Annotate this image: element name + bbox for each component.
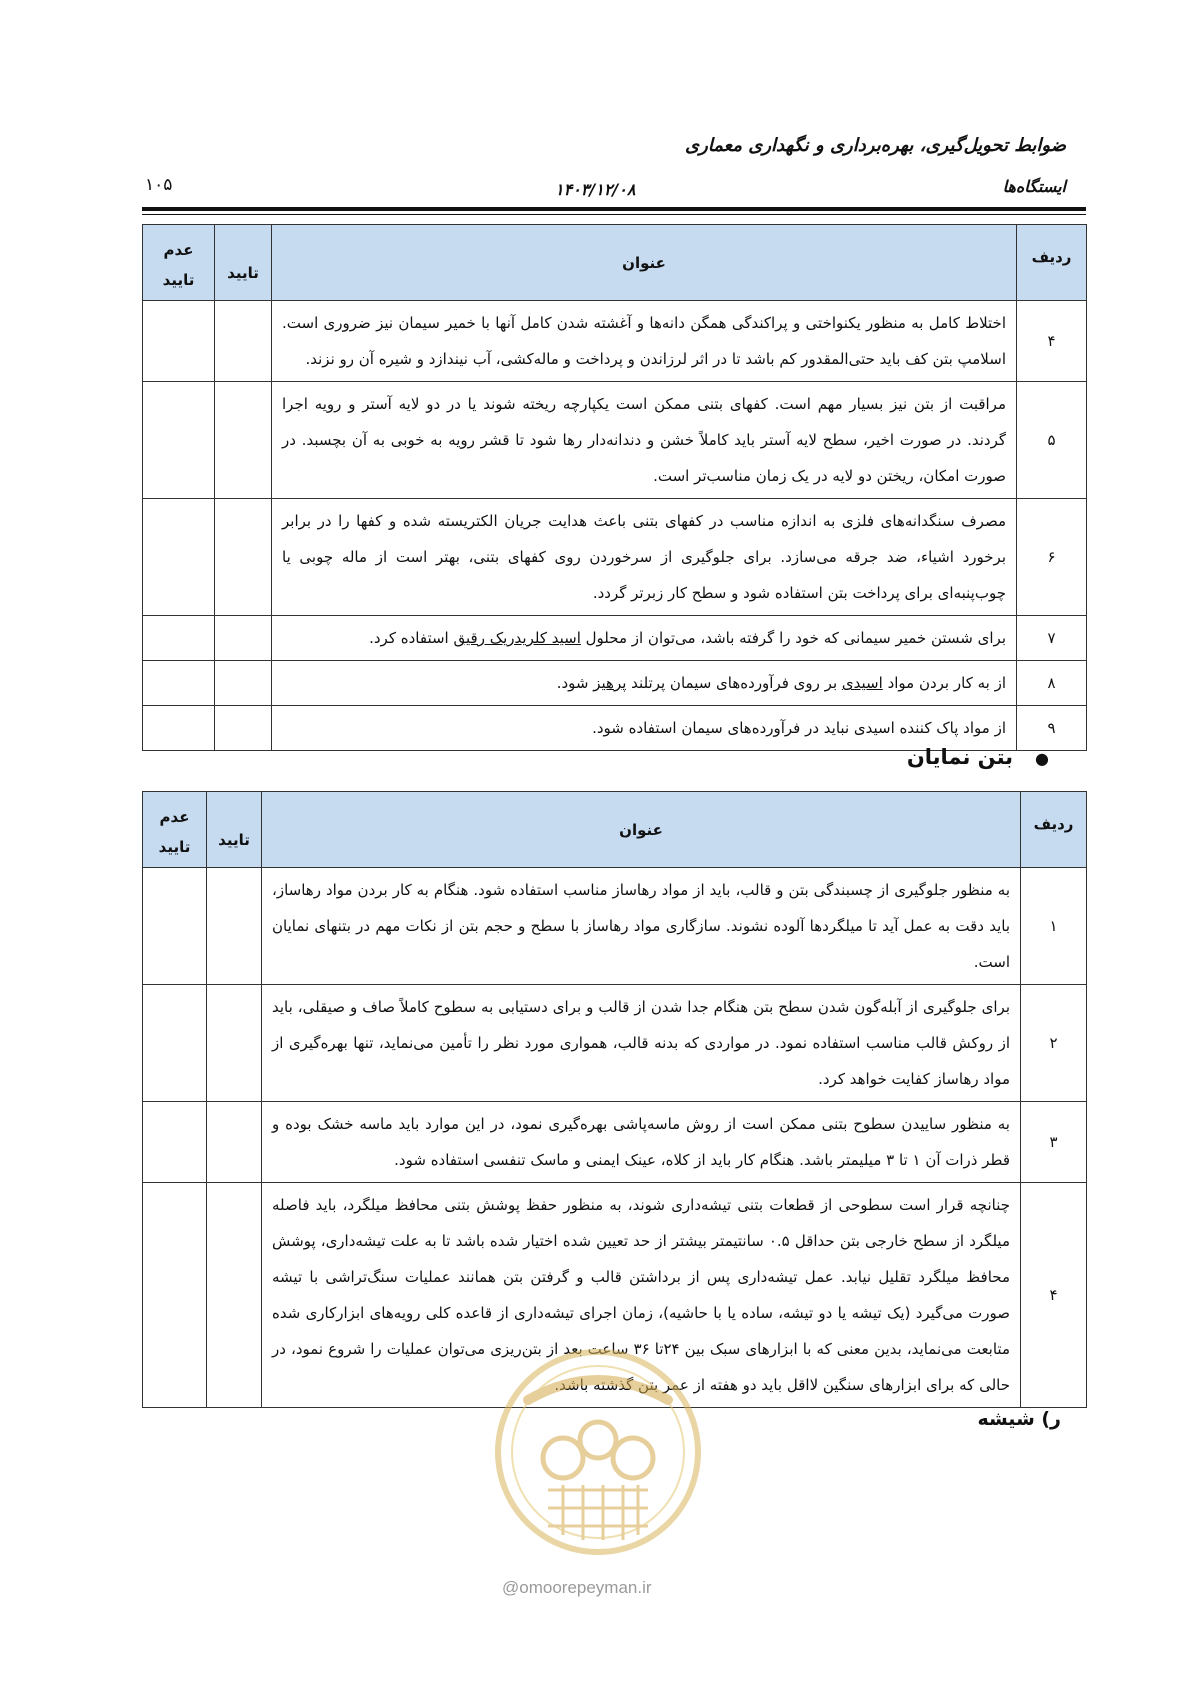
approve-cell[interactable] [215, 706, 272, 751]
table-row [143, 868, 1087, 985]
row-number: ۶ [1017, 499, 1087, 616]
table-row [143, 616, 1087, 661]
header-reject [143, 792, 207, 868]
text-segment: بر روی فرآورده‌های سیمان پرتلند [626, 674, 842, 692]
reject-cell[interactable] [143, 301, 215, 382]
row-number: ۹ [1017, 706, 1087, 751]
table-row [143, 1102, 1087, 1183]
section-heading-glass: ر) شیشه [977, 1408, 1061, 1430]
table-header-row [143, 225, 1087, 301]
approve-cell[interactable] [215, 382, 272, 499]
header-reject-line2: تایید [158, 838, 191, 856]
reject-cell[interactable] [143, 499, 215, 616]
row-text [272, 661, 1017, 706]
row-text: مراقبت از بتن نیز بسیار مهم است. کفهای بتنی ممکن است یکپارچه ریخته شوند یا در دو لایه آستر و رویه اجرا گردند. در صورت اخیر، سطح لایه آستر باید کاملاً خشن و دندانه‌دار رها شود تا قشر رویه به خوبی به آن بچسبد. در صورت امکان، ریختن دو لایه در یک زمان مناسب‌تر است. [272, 382, 1017, 499]
row-text: اختلاط کامل به منظور یکنواختی و پراکندگی همگن دانه‌ها و آغشته شدن کامل آنها با خمیر سیمان نیز ضروری است. اسلامپ بتن کف باید حتی‌المقدور کم باشد تا در اثر لرزاندن و پرداخت و ماله‌کشی، آب نیندازد و شیره آن رو نزند. [272, 301, 1017, 382]
row-number: ۸ [1017, 661, 1087, 706]
row-number: ۷ [1017, 616, 1087, 661]
checklist-table-2 [142, 791, 1087, 1408]
text-segment: استفاده کرد. [369, 629, 454, 647]
page-number: ۱۰۵ [145, 175, 173, 195]
reject-cell[interactable] [143, 868, 207, 985]
row-text [272, 616, 1017, 661]
row-text: به منظور جلوگیری از چسبندگی بتن و قالب، باید از مواد رهاساز مناسب استفاده شود. هنگام به کار بردن مواد رهاساز، باید دقت به عمل آید تا میلگردها آلوده نشوند. سازگاری مواد رهاساز با سطح و حجم بتن از نکات مهم در بتنهای نمایان است. [262, 868, 1021, 985]
text-segment: از به کار بردن مواد [882, 674, 1006, 692]
approve-cell[interactable] [215, 301, 272, 382]
header-title: عنوان [262, 792, 1021, 868]
header-row-number: ردیف [1021, 792, 1087, 868]
text-segment: شود. [556, 674, 594, 692]
watermark-url: @omoorepeyman.ir [502, 1578, 652, 1597]
table-row [143, 382, 1087, 499]
header-reject-line2: تایید [162, 271, 195, 289]
header-reject-line1: عدم [163, 241, 194, 259]
approve-cell[interactable] [215, 661, 272, 706]
section-name: ایستگاه‌ها [1002, 177, 1066, 196]
checklist-table-1 [142, 224, 1087, 751]
section-heading-text: بتن نمایان [906, 745, 1014, 769]
approve-cell[interactable] [207, 1102, 262, 1183]
header-approve: تایید [215, 225, 272, 301]
row-text: چنانچه قرار است سطوحی از قطعات بتنی تیشه‌داری شوند، به منظور حفظ پوشش بتنی محافظ میلگرد، باید فاصله میلگرد از سطح خارجی بتن حداقل ۰.۵ سانتیمتر بیشتر از حد تعیین شده اختیار شده باشد تا به علت تیشه‌داری، پوشش محافظ میلگرد تقلیل نیابد. عمل تیشه‌داری پس از برداشتن قالب و گرفتن بتن همانند عملیات سنگ‌تراشی با تیشه صورت می‌گیرد (یک تیشه یا دو تیشه، ساده یا با حاشیه)، زمان اجرای تیشه‌داری از قاعده کلی رویه‌های ابزارکاری شده متابعت می‌نماید، بدین معنی که با ابزارهای سبک بین ۲۴تا ۳۶ ساعت بعد از بتن‌ریزی می‌توان عملیات را شروع نمود، در حالی که برای ابزارهای سنگین لااقل باید دو هفته از عمر بتن گذشته باشد. [262, 1183, 1021, 1408]
reject-cell[interactable] [143, 706, 215, 751]
bullet-icon: ● [1035, 749, 1049, 768]
header-rule-thick [142, 207, 1086, 211]
reject-cell[interactable] [143, 985, 207, 1102]
header-title: عنوان [272, 225, 1017, 301]
row-text: از مواد پاک کننده اسیدی نباید در فرآورده‌های سیمان استفاده شود. [272, 706, 1017, 751]
header-row-number: ردیف [1017, 225, 1087, 301]
reject-cell[interactable] [143, 1102, 207, 1183]
header-rule-thin [142, 214, 1086, 215]
approve-cell[interactable] [207, 1183, 262, 1408]
text-segment: برای شستن خمیر سیمانی که خود را گرفته باشد، می‌توان از محلول [580, 629, 1006, 647]
row-text: به منظور ساییدن سطوح بتنی ممکن است از روش ماسه‌پاشی بهره‌گیری نمود، در این موارد باید ماسه خشک بوده و قطر ذرات آن ۱ تا ۳ میلیمتر باشد. هنگام کار باید از کلاه، عینک ایمنی و ماسک تنفسی استفاده شود. [262, 1102, 1021, 1183]
watermark-logo-icon [488, 1340, 708, 1570]
table-header-row [143, 792, 1087, 868]
approve-cell[interactable] [207, 868, 262, 985]
table-row [143, 706, 1087, 751]
table-row [143, 499, 1087, 616]
header-reject-line1: عدم [159, 808, 190, 826]
underlined-term: پرهیز [593, 674, 627, 692]
header-approve: تایید [207, 792, 262, 868]
document-title: ضوابط تحویل‌گیری، بهره‌برداری و نگهداری معماری [685, 135, 1066, 156]
reject-cell[interactable] [143, 616, 215, 661]
section-heading-exposed-concrete [907, 745, 1049, 769]
row-number: ۵ [1017, 382, 1087, 499]
table-row [143, 301, 1087, 382]
row-number: ۱ [1021, 868, 1087, 985]
reject-cell[interactable] [143, 382, 215, 499]
row-text: مصرف سنگدانه‌های فلزی به اندازه مناسب در کفهای بتنی باعث هدایت جریان الکتریسته شده و کفها را در برابر برخورد اشیاء، ضد جرقه می‌سازد. برای جلوگیری از سرخوردن روی کفهای بتنی، بهتر است از ماله چوبی یا چوب‌پنبه‌ای برای پرداخت بتن استفاده شود و سطح کار زبرتر گردد. [272, 499, 1017, 616]
document-date: ۱۴۰۳/۱۲/۰۸ [555, 180, 636, 199]
row-number: ۳ [1021, 1102, 1087, 1183]
header-reject [143, 225, 215, 301]
reject-cell[interactable] [143, 1183, 207, 1408]
approve-cell[interactable] [215, 616, 272, 661]
approve-cell[interactable] [207, 985, 262, 1102]
row-number: ۴ [1017, 301, 1087, 382]
row-text: برای جلوگیری از آبله‌گون شدن سطح بتن هنگام جدا شدن از قالب و برای دستیابی به سطوح کاملاً صاف و صیقلی، باید از روکش قالب مناسب استفاده نمود. در مواردی که بدنه قالب، هموارى مورد نظر را تأمین می‌نماید، تنها بهره‌گیری از مواد رهاساز کفایت خواهد کرد. [262, 985, 1021, 1102]
row-number: ۲ [1021, 985, 1087, 1102]
table-row [143, 661, 1087, 706]
table-row [143, 985, 1087, 1102]
underlined-term: اسید کلریدریک رقیق [453, 629, 581, 647]
approve-cell[interactable] [215, 499, 272, 616]
underlined-term: اسیدی [841, 674, 883, 692]
reject-cell[interactable] [143, 661, 215, 706]
row-number: ۴ [1021, 1183, 1087, 1408]
